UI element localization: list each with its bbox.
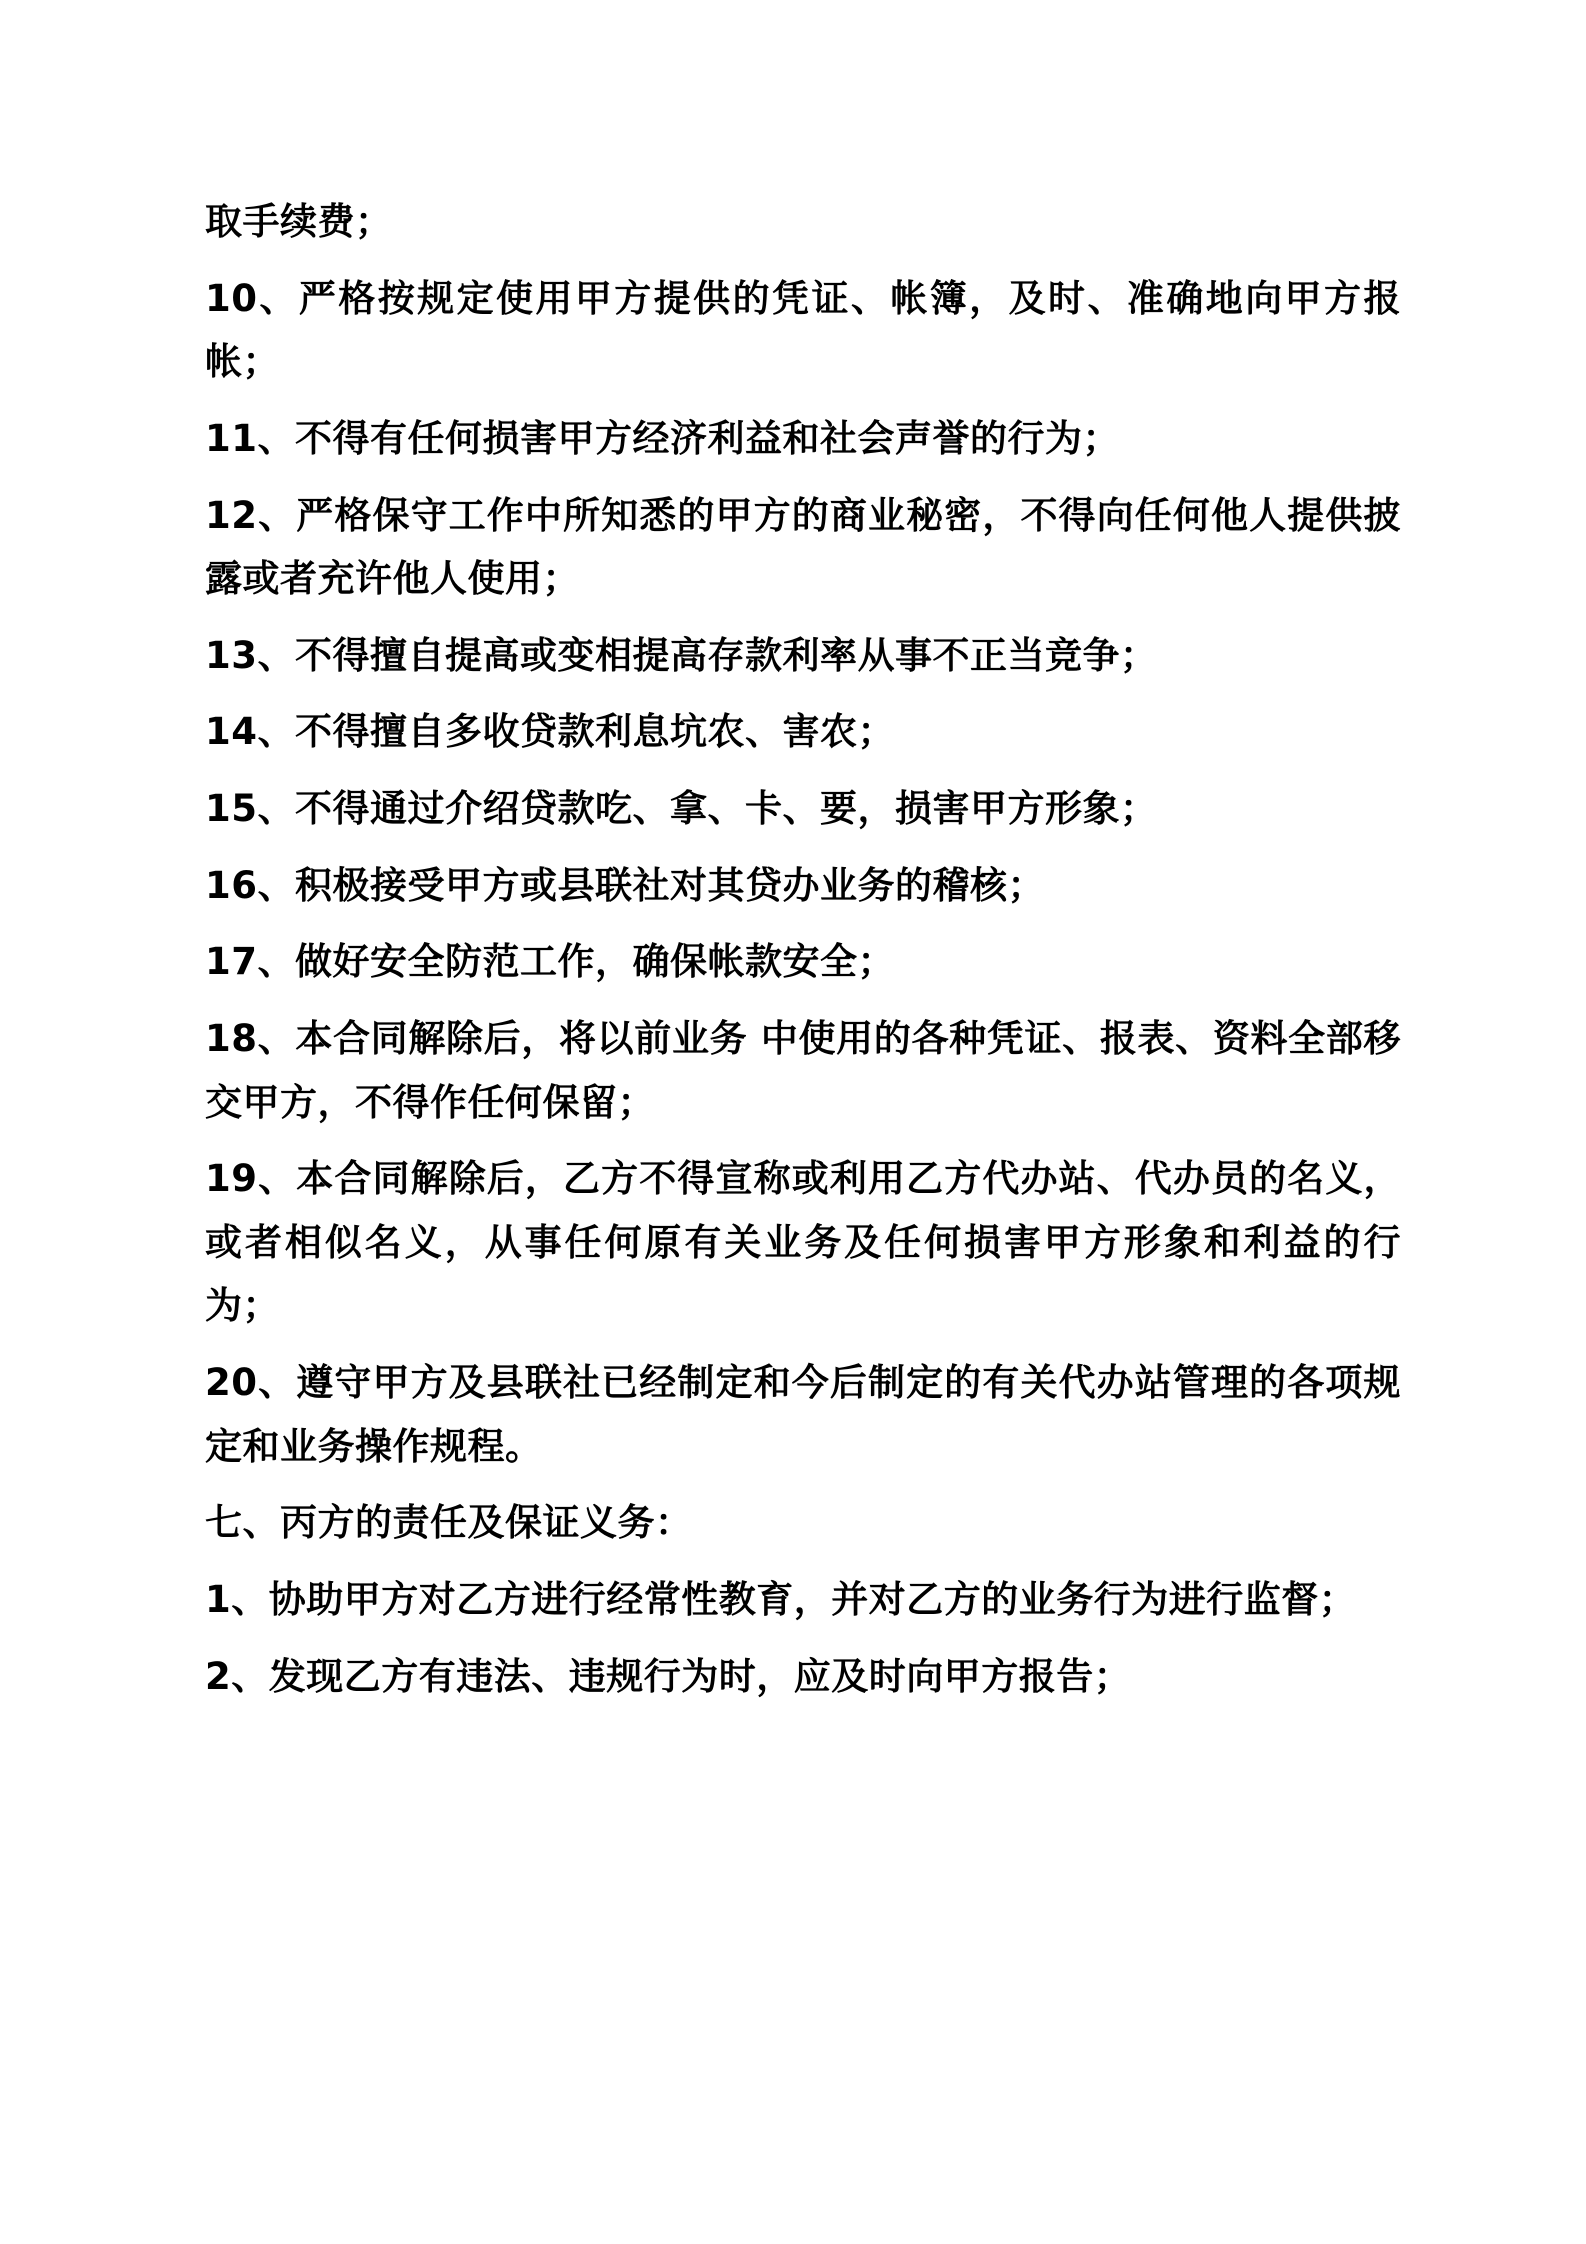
paragraph: 18、本合同解除后，将以前业务 中使用的各种凭证、报表、资料全部移交甲方，不得作任何保留； (205, 1016, 1401, 1124)
paragraph: 12、严格保守工作中所知悉的甲方的商业秘密，不得向任何他人提供披露或者充许他人使用； (205, 493, 1401, 601)
paragraph: 14、不得擅自多收贷款利息坑农、害农； (205, 710, 895, 754)
paragraph: 19、本合同解除后，乙方不得宣称或利用乙方代办站、代办员的名义，或者相似名义，从事任何原有关业务及任何损害甲方形象和利益的行为； (205, 1157, 1401, 1328)
paragraph: 10、严格按规定使用甲方提供的凭证、帐簿，及时、准确地向甲方报帐； (205, 276, 1401, 384)
section-heading: 七、丙方的责任及保证义务： (205, 1501, 693, 1545)
paragraph: 13、不得擅自提高或变相提高存款利率从事不正当竞争； (205, 633, 1158, 677)
paragraph: 2、发现乙方有违法、违规行为时，应及时向甲方报告； (205, 1654, 1132, 1698)
paragraph: 取手续费； (205, 200, 393, 243)
paragraph: 15、不得通过介绍贷款吃、拿、卡、要，损害甲方形象； (205, 787, 1158, 830)
document-body (205, 190, 1401, 1708)
paragraph: 11、不得有任何损害甲方经济利益和社会声誉的行为； (205, 416, 1120, 460)
paragraph: 17、做好安全防范工作，确保帐款安全； (205, 940, 895, 984)
paragraph: 20、遵守甲方及县联社已经制定和今后制定的有关代办站管理的各项规定和业务操作规程。 (205, 1361, 1401, 1468)
paragraph: 1、协助甲方对乙方进行经常性教育，并对乙方的业务行为进行监督； (205, 1577, 1357, 1621)
paragraph: 16、积极接受甲方或县联社对其贷办业务的稽核； (205, 863, 1045, 907)
